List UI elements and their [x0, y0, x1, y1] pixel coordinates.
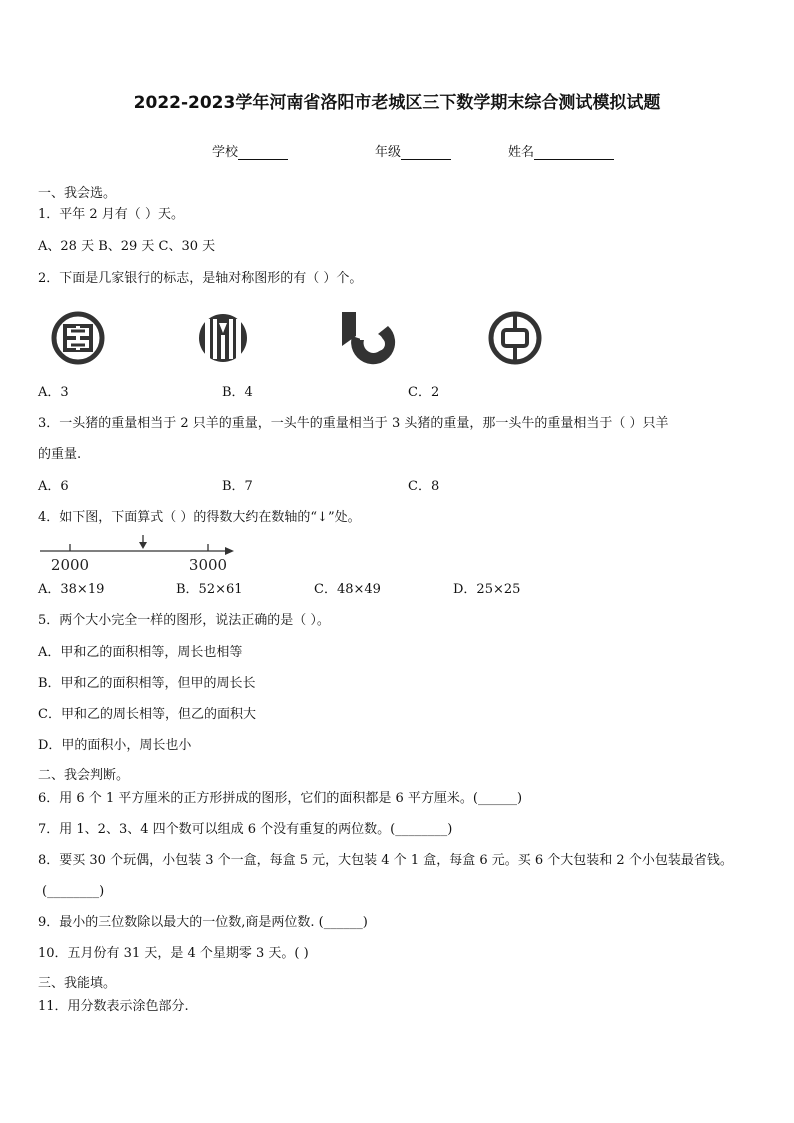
question-5: 5．两个大小完全一样的图形，说法正确的是（ ）。	[38, 613, 330, 628]
section-heading: 三、我能填。	[38, 976, 117, 991]
grade-field[interactable]	[375, 141, 451, 160]
question-4-option-b: B．52×61	[176, 582, 243, 597]
question-8: 8．要买 30 个玩偶，小包装 3 个一盒，每盒 5 元，大包装 4 个 1 盒，每盒 6 元。买 6 个大包装和 2 个小包装最省钱。	[38, 853, 733, 868]
name-blank[interactable]	[534, 145, 614, 160]
axis-label-2000: 2000	[50, 556, 90, 574]
icbc-logo-icon	[47, 309, 109, 367]
question-10: 10．五月份有 31 天，是 4 个星期零 3 天。( )	[38, 946, 309, 961]
question-2-option-c: C．2	[408, 385, 440, 400]
question-4-option-d: D．25×25	[453, 582, 521, 597]
bank-c-logo-icon	[338, 306, 400, 368]
question-3-option-b: B．7	[222, 479, 253, 494]
question-3-continued: 的重量.	[38, 447, 82, 462]
down-arrow-head	[139, 542, 147, 549]
axis-arrowhead	[225, 547, 234, 555]
question-9: 9．最小的三位数除以最大的一位数,商是两位数. (______)	[38, 915, 368, 930]
question-5-option-a: A．甲和乙的面积相等，周长也相等	[38, 645, 243, 660]
question-5-option-d: D．甲的面积小，周长也小	[38, 738, 192, 753]
school-label: 学校	[212, 145, 239, 160]
question-3-option-c: C．8	[408, 479, 440, 494]
grade-blank[interactable]	[401, 145, 451, 160]
question-2: 2．下面是几家银行的标志，是轴对称图形的有（ ）个。	[38, 271, 363, 286]
citic-logo-icon	[192, 309, 254, 367]
question-2-option-a: A．3	[38, 385, 69, 400]
question-11: 11．用分数表示涂色部分.	[38, 999, 189, 1014]
grade-label: 年级	[375, 145, 402, 160]
section-heading: 二、我会判断。	[38, 768, 130, 783]
question-4: 4．如下图，下面算式（ ）的得数大约在数轴的“↓”处。	[38, 510, 361, 525]
question-1-options: A、28 天 B、29 天 C、30 天	[38, 239, 216, 254]
question-1: 1．平年 2 月有（ ）天。	[38, 207, 184, 222]
name-field[interactable]	[508, 141, 614, 160]
section-heading: 一、我会选。	[38, 186, 117, 201]
boc-logo-icon	[484, 308, 546, 368]
question-6: 6．用 6 个 1 平方厘米的正方形拼成的图形，它们的面积都是 6 平方厘米。(______)	[38, 791, 523, 806]
question-7: 7．用 1、2、3、4 四个数可以组成 6 个没有重复的两位数。(________)	[38, 822, 453, 837]
question-5-option-c: C．甲和乙的周长相等，但乙的面积大	[38, 707, 256, 722]
question-5-option-b: B．甲和乙的面积相等，但甲的周长长	[38, 676, 256, 691]
question-4-option-c: C．48×49	[314, 582, 381, 597]
axis-label-3000: 3000	[188, 556, 228, 574]
page-title: 2022-2023学年河南省洛阳市老城区三下数学期末综合测试模拟试题	[133, 93, 661, 113]
question-3-option-a: A．6	[38, 479, 69, 494]
question-3: 3．一头猪的重量相当于 2 只羊的重量，一头牛的重量相当于 3 头猪的重量，那一头牛的重量相当于（ ）只羊	[38, 416, 669, 431]
school-field[interactable]	[212, 141, 288, 160]
question-2-option-b: B．4	[222, 385, 253, 400]
school-blank[interactable]	[238, 145, 288, 160]
number-line	[38, 533, 238, 575]
name-label: 姓名	[508, 145, 535, 160]
question-4-option-a: A．38×19	[38, 582, 105, 597]
question-8-blank: (________)	[42, 884, 105, 899]
